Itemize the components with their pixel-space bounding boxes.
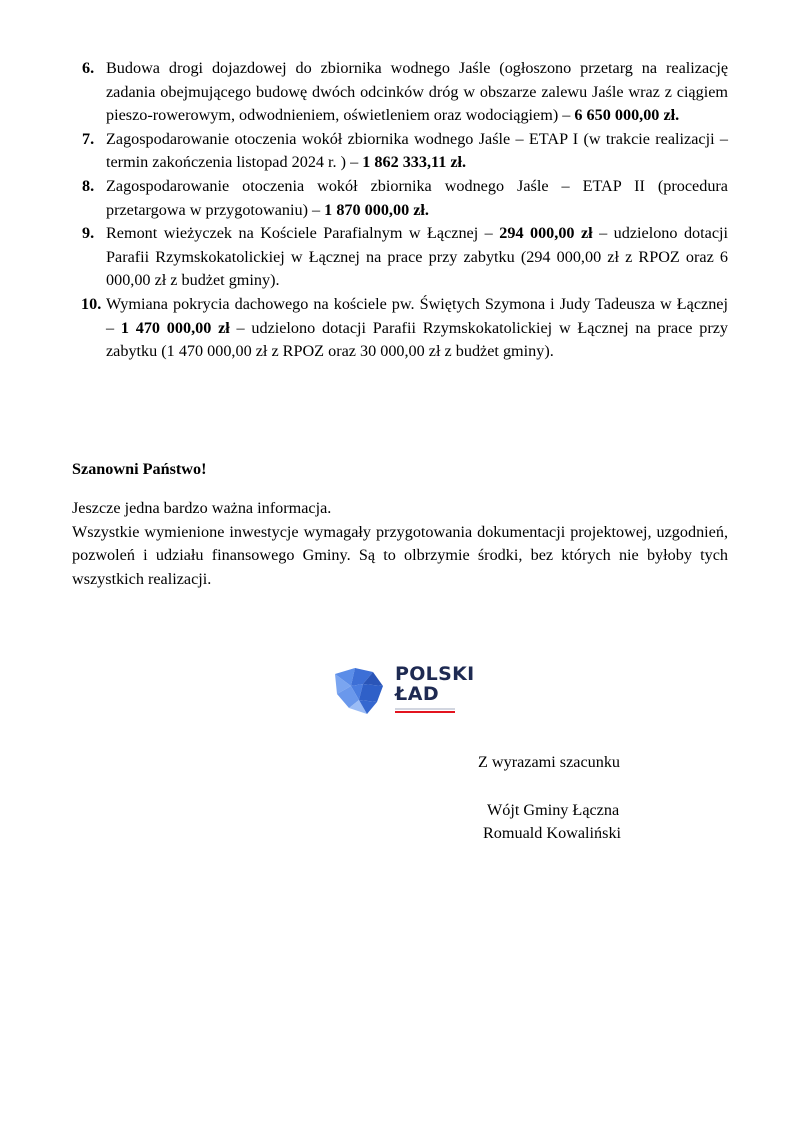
paragraph-main: Wszystkie wymienione inwestycje wymagały przygotowania dokumentacji projektowej, uzgodnień, pozwoleń i udziału finansowego Gminy. Są to olbrzymie środki, bez których nie byłoby tych wszystkich realizacji. [72, 522, 728, 588]
item-amount: 1 862 333,11 zł. [362, 153, 467, 172]
item-number: 8. [82, 176, 95, 195]
item-text: Remont wieżyczek na Kościele Parafialnym w Łącznej – [106, 224, 500, 243]
item-amount: 1 470 000,00 zł [120, 318, 230, 337]
item-text-after: – udzielono dotacji Parafii Rzymskokatolickiej w Łącznej na prace przy zabytku (1 470 000,00 zł z RPOZ oraz 30 000,00 zł z budżet gminy). [106, 318, 729, 361]
signatory-name: Romuald Kowaliński [483, 824, 622, 842]
item-text: Zagospodarowanie otoczenia wokół zbiornika wodnego Jaśle – ETAP I (w trakcie realizacji –termin zakończenia listopad 2024 r. ) – [106, 129, 728, 172]
list-item [72, 128, 728, 175]
logo-stripes [395, 708, 455, 713]
polski-lad-logo [333, 664, 478, 718]
list-item [72, 222, 728, 293]
list-item [72, 293, 728, 364]
logo-line-2: ŁAD [395, 683, 440, 705]
item-amount: 294 000,00 zł [499, 224, 593, 243]
item-text: Zagospodarowanie otoczenia wokół zbiornika wodnego Jaśle – ETAP II (procedura przetargowa w przygotowaniu) – [106, 176, 728, 219]
item-text-after: – udzielono dotacji Parafii Rzymskokatolickiej w Łącznej na prace przy zabytku (294 000,00 zł z RPOZ oraz 6 000,00 zł z budżet gminy). [106, 224, 729, 290]
signatory-title: Wójt Gminy Łączna [487, 801, 620, 819]
logo-line-1: POLSKI [395, 663, 475, 685]
item-number: 6. [82, 59, 95, 77]
polski-lad-emblem-icon [333, 664, 387, 718]
closing-salutation: Z wyrazami szacunku [478, 753, 621, 771]
investment-list [72, 57, 728, 364]
logo-stripe-white [395, 708, 455, 710]
greeting-heading: Szanowni Państwo! [72, 460, 207, 478]
paragraph-intro: Jeszcze jedna bardzo ważna informacja. [72, 499, 332, 517]
item-number: 9. [82, 224, 95, 243]
item-number: 10. [81, 294, 102, 313]
logo-wordmark [395, 664, 474, 704]
item-amount: 6 650 000,00 zł. [574, 106, 680, 125]
item-text: Wymiana pokrycia dachowego na kościele pw. Świętych Szymona i Judy Tadeusza w Łącznej – [106, 294, 728, 337]
logo-stripe-red [395, 711, 455, 713]
item-number: 7. [82, 129, 95, 148]
item-text: Budowa drogi dojazdowej do zbiornika wodnego Jaśle (ogłoszono przetarg na realizację zadania obejmującego budowę dwóch odcinków dróg w obszarze zalewu Jaśle wraz z ciągiem pieszo-rowerowym, odwodnieniem, oświetleniem oraz wodociągiem) – [106, 59, 728, 125]
closing-paragraphs [72, 497, 728, 591]
list-item [72, 57, 728, 128]
list-item [72, 175, 728, 222]
item-amount: 1 870 000,00 zł. [324, 200, 429, 219]
